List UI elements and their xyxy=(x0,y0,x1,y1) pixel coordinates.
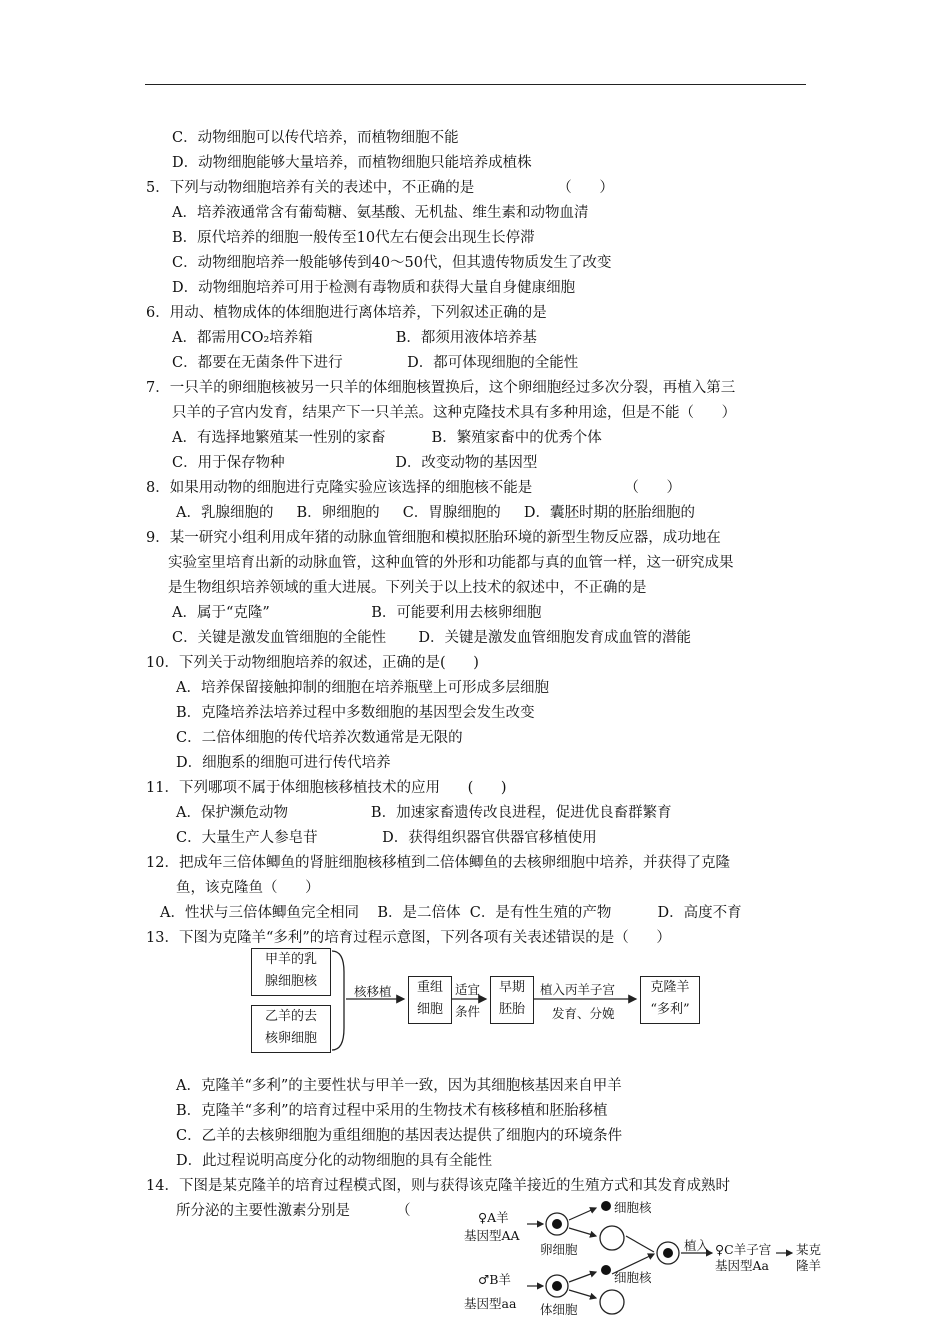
text-line: 10．下列关于动物细胞培养的叙述，正确的是( ) xyxy=(146,655,479,671)
text-line: 7．一只羊的卵细胞核被另一只羊的体细胞核置换后，这个卵细胞经过多次分裂，再植入第三 xyxy=(146,380,736,396)
label-implant: 植入 xyxy=(684,1238,710,1253)
box-donor-nucleus: 甲羊的乳 腺细胞核 xyxy=(251,948,331,996)
text-line: A．乳腺细胞的 B．卵细胞的 C．胃腺细胞的 D．囊胚时期的胚胎细胞的 xyxy=(176,505,695,521)
text-line: C．乙羊的去核卵细胞为重组细胞的基因表达提供了细胞内的环境条件 xyxy=(176,1128,623,1144)
text-line: A．培养液通常含有葡萄糖、氨基酸、无机盐、维生素和动物血清 xyxy=(172,205,589,221)
text-line: C．动物细胞可以传代培养，而植物细胞不能 xyxy=(172,130,459,146)
text-line: 5．下列与动物细胞培养有关的表述中，不正确的是 （ ） xyxy=(146,180,614,196)
text-line: C．大量生产人参皂苷 D．获得组织器官供器官移植使用 xyxy=(176,830,597,846)
text-line: C．二倍体细胞的传代培养次数通常是无限的 xyxy=(176,730,463,746)
label-clone-sheep-2: 隆羊 xyxy=(796,1258,822,1273)
text-line: D．动物细胞培养可用于检测有毒物质和获得大量自身健康细胞 xyxy=(172,280,576,296)
label-body-cell: 体细胞 xyxy=(540,1302,578,1317)
text-line: A．性状与三倍体鲫鱼完全相同 B．是二倍体 C．是有性生殖的产物 D．高度不育 xyxy=(160,905,742,921)
text-line: C．关键是激发血管细胞的全能性 D．关键是激发血管细胞发育成血管的潜能 xyxy=(172,630,691,646)
text-line: D．动物细胞能够大量培养，而植物细胞只能培养成植株 xyxy=(172,155,532,171)
text-line: 9．某一研究小组利用成年猪的动脉血管细胞和模拟胚胎环境的新型生物反应器，成功地在 xyxy=(146,530,721,546)
text-line: 所分泌的主要性激素分别是 （ xyxy=(176,1203,411,1219)
text-line: D．细胞系的细胞可进行传代培养 xyxy=(176,755,391,771)
label-nucleus-bottom: 细胞核 xyxy=(614,1270,652,1285)
text-line: B．原代培养的细胞一般传至10代左右便会出现生长停滞 xyxy=(172,230,535,246)
text-line: 8．如果用动物的细胞进行克隆实验应该选择的细胞核不能是 （ ） xyxy=(146,480,682,496)
label-nuclear-transfer: 核移植 xyxy=(354,984,392,999)
text-line: 12．把成年三倍体鲫鱼的肾脏细胞核移植到二倍体鲫鱼的去核卵细胞中培养，并获得了克隆 xyxy=(146,855,730,871)
label-suitable: 适宜 xyxy=(455,982,481,997)
text-line: 6．用动、植物成体的体细胞进行离体培养，下列叙述正确的是 xyxy=(146,305,547,321)
label-implant-uterus: 植入丙羊子宫 xyxy=(540,982,616,997)
text-line: 是生物组织培养领域的重大进展。下列关于以上技术的叙述中，不正确的是 xyxy=(168,580,647,596)
text-line: 鱼，该克隆鱼（ ） xyxy=(176,880,320,896)
label-egg-cell: 卵细胞 xyxy=(540,1242,578,1257)
text-line: A．属于“克隆” B．可能要利用去核卵细胞 xyxy=(172,605,542,621)
text-line: A．有选择地繁殖某一性别的家畜 B．繁殖家畜中的优秀个体 xyxy=(172,430,602,446)
box-enucleated-egg: 乙羊的去 核卵细胞 xyxy=(251,1005,331,1053)
text-line: B．克隆培养法培养过程中多数细胞的基因型会发生改变 xyxy=(176,705,535,721)
label-develop-birth: 发育、分娩 xyxy=(552,1006,615,1021)
text-line: A．都需用CO₂培养箱 B．都须用液体培养基 xyxy=(172,330,537,346)
box-early-embryo: 早期 胚胎 xyxy=(490,976,534,1024)
text-line: 11．下列哪项不属于体细胞核移植技术的应用 ( ) xyxy=(146,780,507,796)
label-conditions: 条件 xyxy=(455,1004,481,1019)
box-reconstructed-cell: 重组 细胞 xyxy=(408,976,452,1024)
text-line: 13．下图为克隆羊“多利”的培育过程示意图，下列各项有关表述错误的是（ ） xyxy=(146,930,671,946)
label-genotype-aa-lower: 基因型aa xyxy=(464,1296,517,1311)
label-sheep-b: ♂B羊 xyxy=(478,1272,511,1287)
label-sheep-c-uterus: ♀C羊子宫 xyxy=(715,1242,772,1257)
text-line: A．克隆羊“多利”的主要性状与甲羊一致，因为其细胞核基因来自甲羊 xyxy=(176,1078,622,1094)
label-genotype-aa-upper: 基因型AA xyxy=(464,1228,520,1243)
text-line: C．用于保存物种 D．改变动物的基因型 xyxy=(172,455,538,471)
label-sheep-c-genotype: 基因型Aa xyxy=(715,1258,769,1273)
text-line: C．都要在无菌条件下进行 D．都可体现细胞的全能性 xyxy=(172,355,579,371)
text-line: 只羊的子宫内发育，结果产下一只羊羔。这种克隆技术具有多种用途，但是不能（ ） xyxy=(172,405,737,421)
label-clone-sheep-1: 某克 xyxy=(796,1242,822,1257)
text-line: A．培养保留接触抑制的细胞在培养瓶壁上可形成多层细胞 xyxy=(176,680,549,696)
label-sheep-a: ♀A羊 xyxy=(478,1210,509,1225)
box-clone-sheep: 克隆羊 “多利” xyxy=(640,976,700,1024)
text-line: C．动物细胞培养一般能够传到40～50代，但其遗传物质发生了改变 xyxy=(172,255,612,271)
text-line: 14．下图是某克隆羊的培育过程模式图，则与获得该克隆羊接近的生殖方式和其发育成熟时 xyxy=(146,1178,730,1194)
text-line: 实验室里培育出新的动脉血管，这种血管的外形和功能都与真的血管一样，这一研究成果 xyxy=(168,555,734,571)
label-nucleus-top: 细胞核 xyxy=(614,1200,652,1215)
text-line: A．保护濒危动物 B．加速家畜遗传改良进程，促进优良畜群繁育 xyxy=(176,805,672,821)
text-line: B．克隆羊“多利”的培育过程中采用的生物技术有核移植和胚胎移植 xyxy=(176,1103,608,1119)
text-line: D．此过程说明高度分化的动物细胞的具有全能性 xyxy=(176,1153,493,1169)
